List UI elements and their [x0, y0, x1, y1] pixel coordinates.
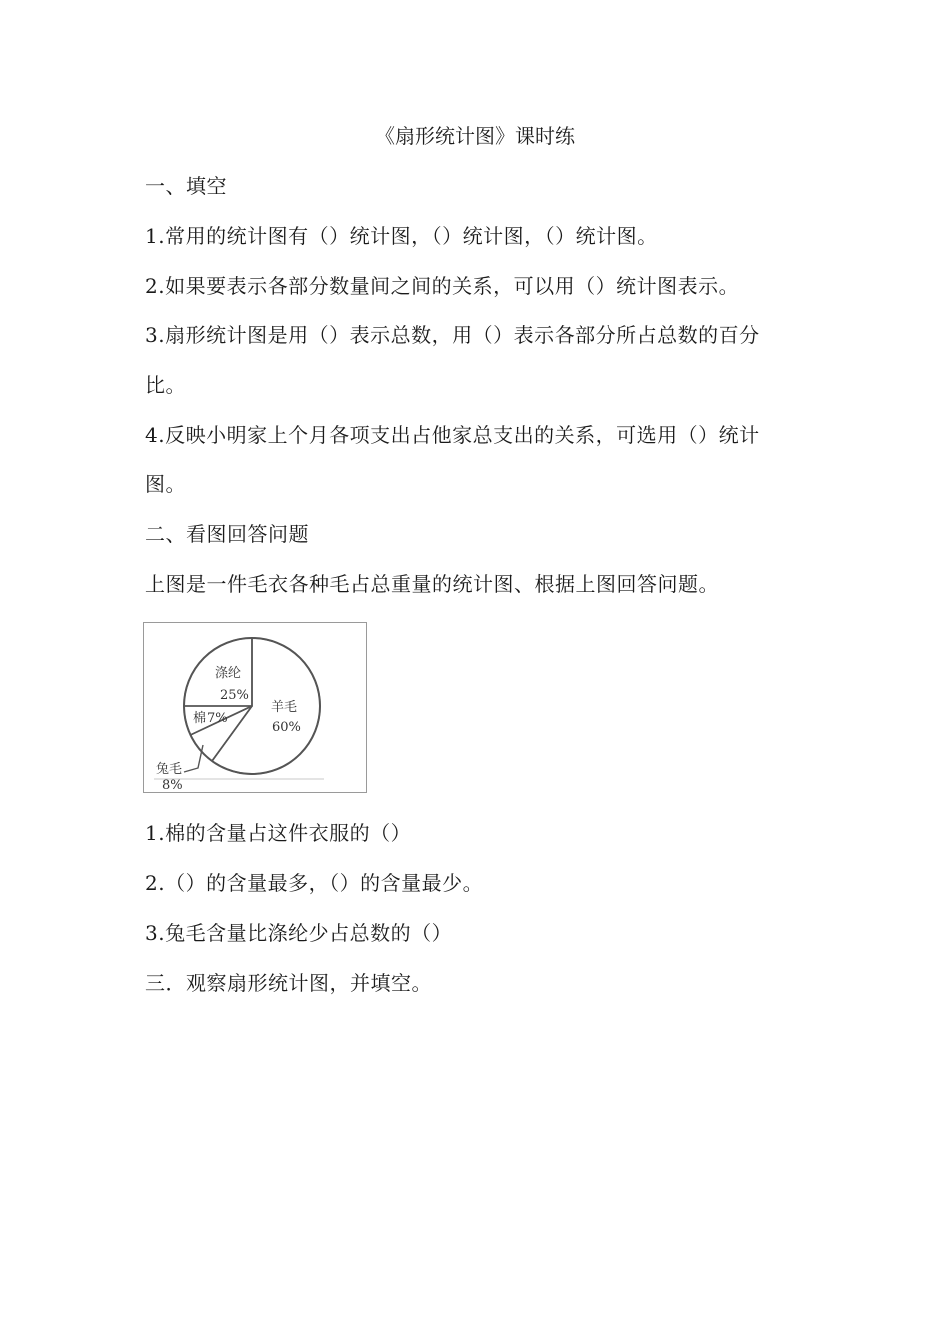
label-polyester-name: 涤纶	[215, 666, 242, 681]
label-polyester-value: 25%	[220, 688, 249, 703]
section1-heading: 一、填空	[145, 174, 227, 198]
pie-chart-figure	[143, 622, 367, 793]
question-2-3: 3.兔毛含量比涤纶少占总数的（）	[145, 921, 453, 945]
document-title: 《扇形统计图》课时练	[375, 124, 575, 148]
pie-chart	[144, 623, 366, 792]
question-1-2: 2.如果要表示各部分数量间之间的关系，可以用（）统计图表示。	[145, 274, 740, 298]
question-1-4-line2: 图。	[145, 472, 186, 496]
section2-intro: 上图是一件毛衣各种毛占总重量的统计图、根据上图回答问题。	[145, 572, 719, 596]
label-wool-value: 60%	[272, 720, 301, 735]
question-1-4-line1: 4.反映小明家上个月各项支出占他家总支出的关系，可选用（）统计	[145, 423, 760, 447]
label-rabbit-hair-value: 8%	[162, 778, 183, 792]
label-rabbit-hair-name: 兔毛	[156, 762, 183, 777]
question-2-2: 2.（）的含量最多，（）的含量最少。	[145, 871, 484, 895]
question-1-1: 1.常用的统计图有（）统计图，（）统计图，（）统计图。	[145, 224, 658, 248]
section2-heading: 二、看图回答问题	[145, 522, 309, 546]
question-2-1: 1.棉的含量占这件衣服的（）	[145, 821, 412, 845]
question-1-3-line1: 3.扇形统计图是用（）表示总数，用（）表示各部分所占总数的百分	[145, 323, 760, 347]
section3-heading: 三．观察扇形统计图，并填空。	[145, 971, 432, 995]
question-1-3-line2: 比。	[145, 373, 186, 397]
label-cotton-value: 7%	[207, 711, 228, 726]
label-cotton-name: 棉	[193, 711, 207, 726]
label-wool-name: 羊毛	[271, 700, 298, 715]
